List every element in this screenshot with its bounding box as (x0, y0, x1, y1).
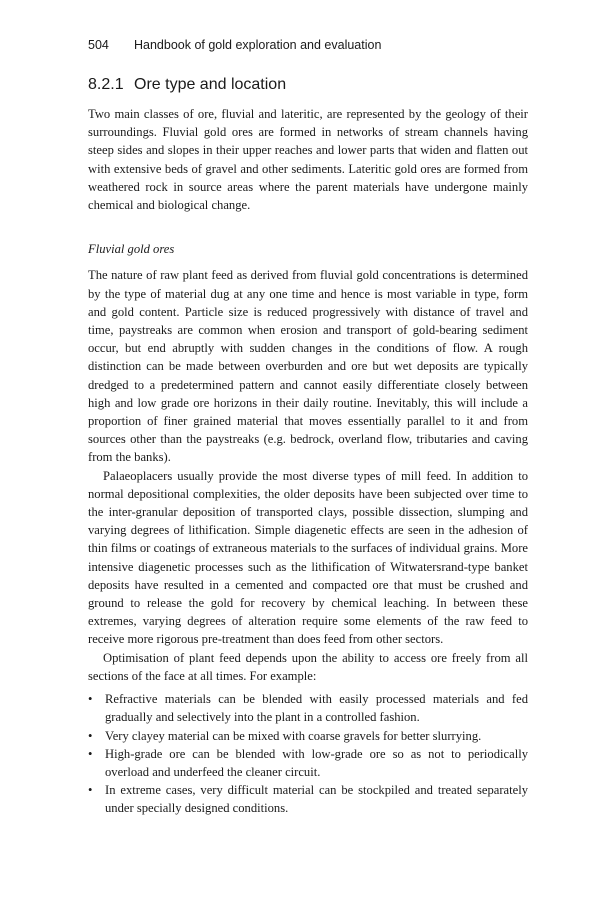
bullet-list (88, 690, 528, 817)
list-item-text: In extreme cases, very difficult material can be stockpiled and treated separately under specially designed conditions. (105, 783, 528, 816)
list-item-text: Very clayey material can be mixed with coarse gravels for better slurrying. (105, 728, 482, 743)
bullet-marker: • (88, 783, 93, 798)
list-item-text: High-grade ore can be blended with low-grade ore so as not to periodically overload and underfeed the cleaner circuit. (105, 746, 528, 779)
list-item (88, 745, 528, 781)
paragraph-optimisation: Optimisation of plant feed depends upon the ability to access ore freely from all sections of the face at all times. For example: (88, 650, 528, 683)
bullet-marker: • (88, 728, 93, 743)
intro-paragraph: Two main classes of ore, fluvial and lateritic, are represented by the geology of their surroundings. Fluvial gold ores are formed in networks of stream channels having steep sides and slopes in their upper reaches and lower parts that widen and flatten out with extensive beds of gravel and other sediments. Lateritic gold ores are formed from weathered rock in source areas where the parent materials have undergone mainly chemical and biological change. (88, 107, 528, 213)
section-heading (88, 75, 528, 95)
section-title: Ore type and location (134, 76, 287, 93)
bullet-marker: • (88, 692, 93, 707)
book-page (88, 36, 528, 818)
page-number: 504 (88, 38, 109, 52)
paragraph-palaeoplacers: Palaeoplacers usually provide the most diverse types of mill feed. In addition to normal depositional complexities, the older deposits have been subjected over time to the inter-granular deposition of transported clays, possible dissection, slumping and varying degrees of lithification. Simple diagenetic effects are seen in the adhesion of thin films or coatings of extraneous materials to the surfaces of individual grains. More intensive diagenetic processes such as the lithification of Witwatersrand-type banket deposits have resulted in a cemented and compacted ore that must be crushed and ground to release the gold for recovery by chemical leaching. In between these extremes, varying degrees of alteration require some elements of the raw feed to receive more rigorous pre-treatment than does feed from other sectors. (88, 468, 528, 647)
list-item (88, 781, 528, 817)
bullet-marker: • (88, 746, 93, 761)
paragraph-fluvial-ore-nature: The nature of raw plant feed as derived from fluvial gold concentrations is determined by the type of material dug at any one time and hence is most variable in type, form and gold content. Particle size is reduced progressively with distance of travel and time, paystreaks are common when erosion and transport of gold-bearing sediment occur, but end abruptly with sudden changes in the conditions of flow. A rough distinction can be made between overburden and ore but wet deposits are typically dredged to a predetermined pattern and cannot easily differentiate closely between high and low grade ore horizons in their daily routine. Inevitably, this will include a proportion of finer grained material that moves essentially parallel to it and from sources other than the paystreaks (e.g. bedrock, overland flow, tributaries and caving from the banks). (88, 268, 528, 465)
running-header (88, 36, 528, 54)
book-title: Handbook of gold exploration and evaluation (134, 38, 382, 52)
list-item-text: Refractive materials can be blended with easily processed materials and fed gradually and selectively into the plant in a controlled fashion. (105, 692, 528, 725)
subsection-heading: Fluvial gold ores (88, 242, 175, 257)
section-number: 8.2.1 (88, 76, 124, 93)
list-item (88, 690, 528, 726)
list-item (88, 727, 528, 745)
